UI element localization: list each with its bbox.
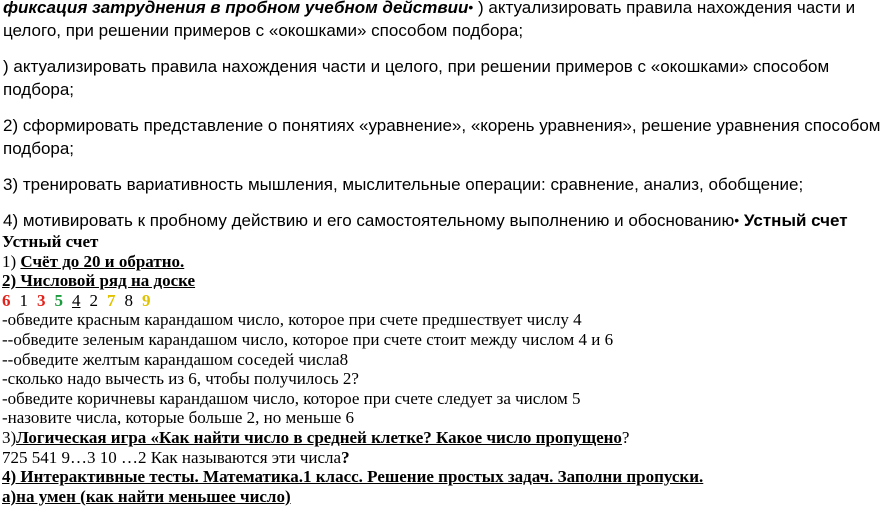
goal-1-line-1: ) актуализировать правила нахождения части и целого, при решении примеров с «окошками» способом [3, 57, 830, 76]
number-1: 1 [19, 290, 28, 310]
oral-item-1-text: Счёт до 20 и обратно. [20, 251, 185, 271]
number-7: 7 [107, 290, 116, 310]
number-row [0, 291, 816, 311]
oral-item-4: 4) Интерактивные тесты. Математика.1 класс. Решение простых задач. Заполни пропуски. [2, 467, 704, 487]
number-6: 6 [2, 290, 11, 310]
oral-item-1-prefix: 1) [2, 251, 21, 271]
goal-2-line-1: 2) сформировать представление о понятиях «уравнение», «корень уравнения», решение уравнения способом [3, 116, 880, 135]
number-9: 9 [142, 290, 151, 310]
oral-item-3-text: Логическая игра «Как найти число в средней клетке? Какое число пропущено [16, 427, 622, 447]
spacer [0, 101, 816, 114]
task-line: -обведите красным карандашом число, которое при счете предшествует числу 4 [2, 310, 582, 330]
oral-item-2: 2) Числовой ряд на доске [2, 271, 196, 291]
goal-3: 3) тренировать вариативность мышления, мыслительные операции: сравнение, анализ, обобщение; [3, 175, 804, 194]
goal-1-line-2: подбора; [3, 80, 75, 99]
sequence-question: ? [341, 447, 350, 467]
goal-2-line-2: подбора; [3, 139, 75, 158]
bullet-icon: • [734, 212, 740, 228]
number-4: 4 [72, 290, 81, 310]
spacer [0, 196, 816, 209]
spacer [0, 160, 816, 173]
goal-4-bold: Устный счет [739, 211, 848, 230]
task-line: --обведите зеленым карандашом число, которое при счете стоит между числом 4 и 6 [2, 329, 614, 349]
oral-item-1 [0, 252, 816, 272]
task-line: -сколько надо вычесть из 6, чтобы получилось 2? [2, 369, 359, 389]
spacer [0, 42, 816, 55]
oral-item-3-suffix: ? [621, 427, 630, 447]
number-8: 8 [124, 290, 133, 310]
intro-title: фиксация затруднения в пробном учебном действии [3, 0, 469, 17]
number-2: 2 [89, 290, 98, 310]
task-line: --обведите желтым карандашом соседей числа8 [2, 349, 349, 369]
number-5: 5 [54, 290, 63, 310]
intro-line-2: целого, при решении примеров с «окошками» способом подбора; [3, 21, 524, 40]
bullet-icon: • [468, 0, 474, 15]
goal-4-text: 4) мотивировать к пробному действию и его самостоятельному выполнению и обоснованию [3, 211, 735, 230]
oral-item-3-prefix: 3) [2, 427, 17, 447]
oral-item-a: а)на умен (как найти меньшее число) [2, 486, 291, 506]
intro-line-1-text: ) актуализировать правила нахождения части и [473, 0, 856, 17]
task-line: -назовите числа, которые больше 2, но меньше 6 [2, 408, 355, 428]
number-3: 3 [37, 290, 46, 310]
goal-4 [0, 209, 848, 232]
number-sequence [0, 448, 816, 468]
oral-heading: Устный счет [2, 232, 99, 251]
oral-item-3 [0, 428, 816, 448]
sequence-text: 725 541 9…3 10 …2 Как называются эти числа [2, 447, 342, 467]
intro-line-1 [0, 0, 856, 19]
task-line: -обведите коричневы карандашом число, которое при счете следует за числом 5 [2, 388, 581, 408]
